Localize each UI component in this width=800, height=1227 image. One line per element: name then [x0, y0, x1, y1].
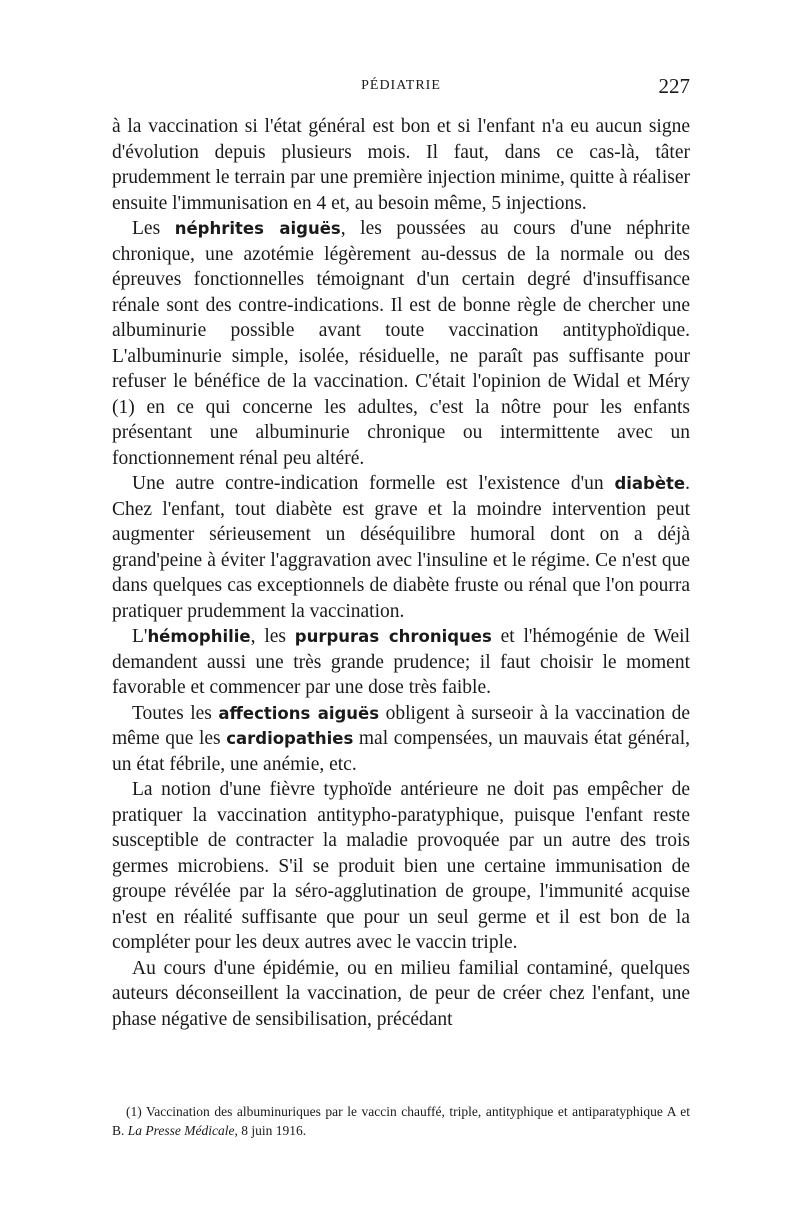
paragraph-fievre-typhoide: La notion d'une fièvre typhoïde antérieure ne doit pas empêcher de pratiquer la vaccination antitypho-paratyphique, puisque l'enfant reste susceptible de contracter la maladie provoquée par un autre des trois germes microbiens. S'il se produit bien une certaine immunisation de groupe révélée par la séro-agglutination de groupe, l'immunité acquise n'est en réalité suffisante que pour un seul germe et il est bon de la compléter pour les deux autres avec le vaccin triple. — [112, 779, 690, 953]
paragraph-epidemie: Au cours d'une épidémie, ou en milieu familial contaminé, quelques auteurs déconseillent la vaccination, de peur de créer chez l'enfant, une phase négative de sensibilisation, précédant — [112, 957, 690, 1030]
page-number: 227 — [658, 74, 690, 98]
page-header — [112, 76, 690, 100]
paragraph-nephrites: Les néphrites aiguës, les poussées au cours d'une néphrite chronique, une azotémie légèrement au-dessus de la normale ou des épreuves fonctionnelles témoignant d'un certain degré d'insuffisance rénale sont des contre-indications. Il est de bonne règle de chercher une albuminurie possible avant toute vaccination antityphoïdique. L'albuminurie simple, isolée, résiduelle, ne paraît pas suffisante pour refuser le bénéfice de la vaccination. C'était l'opinion de Widal et Méry (1) en ce qui concerne les adultes, c'est la nôtre pour les enfants présentant une albuminurie chronique ou intermittente avec un fonctionnement rénal peu altéré. — [112, 218, 691, 469]
paragraph-continuation: à la vaccination si l'état général est bon et si l'enfant n'a eu aucun signe d'évolution depuis plusieurs mois. Il faut, dans ce cas-là, tâter prudemment le terrain par une première injection minime, quitte à réaliser ensuite l'immunisation en 4 et, au besoin même, 5 injections. — [112, 116, 690, 214]
journal-title: La Presse Médicale — [127, 1123, 235, 1138]
running-title: PÉDIATRIE — [361, 78, 441, 93]
main-text — [112, 114, 690, 1032]
footnote: (1) Vaccination des albuminuriques par le vaccin chauffé, triple, antityphique et antiparatyphique A et B. La Presse Médicale, 8 juin 1916. — [112, 1104, 690, 1138]
keyword-nephrites: néphrites aiguës — [174, 219, 341, 238]
keyword-affections-aigues: affections aiguës — [218, 703, 380, 723]
keyword-cardiopathies: cardiopathies — [226, 729, 354, 748]
paragraph-hemophilie: L'hémophilie, les purpuras chroniques et l'hémogénie de Weil demandent aussi une très grande prudence; il faut choisir le moment favorable et commencer par une dose très faible. — [112, 626, 690, 698]
keyword-diabete: diabète — [614, 474, 686, 493]
keyword-purpuras: purpuras chroniques — [294, 627, 492, 646]
keyword-hemophilie: hémophilie — [147, 627, 251, 646]
paragraph-diabete: Une autre contre-indication formelle est l'existence d'un diabète. Chez l'enfant, tout diabète est grave et la moindre intervention peut augmenter sérieusement un déséquilibre humoral dont on a déjà grand'peine à éviter l'aggravation avec l'insuline et le régime. Ce n'est que dans quelques cas exceptionnels de diabète fruste ou rénal que l'on pourra pratiquer prudemment la vaccination. — [112, 473, 690, 622]
paragraph-affections: Toutes les affections aiguës obligent à surseoir à la vaccination de même que les cardiopathies mal compensées, un mauvais état général, un état fébrile, une anémie, etc. — [112, 702, 690, 775]
